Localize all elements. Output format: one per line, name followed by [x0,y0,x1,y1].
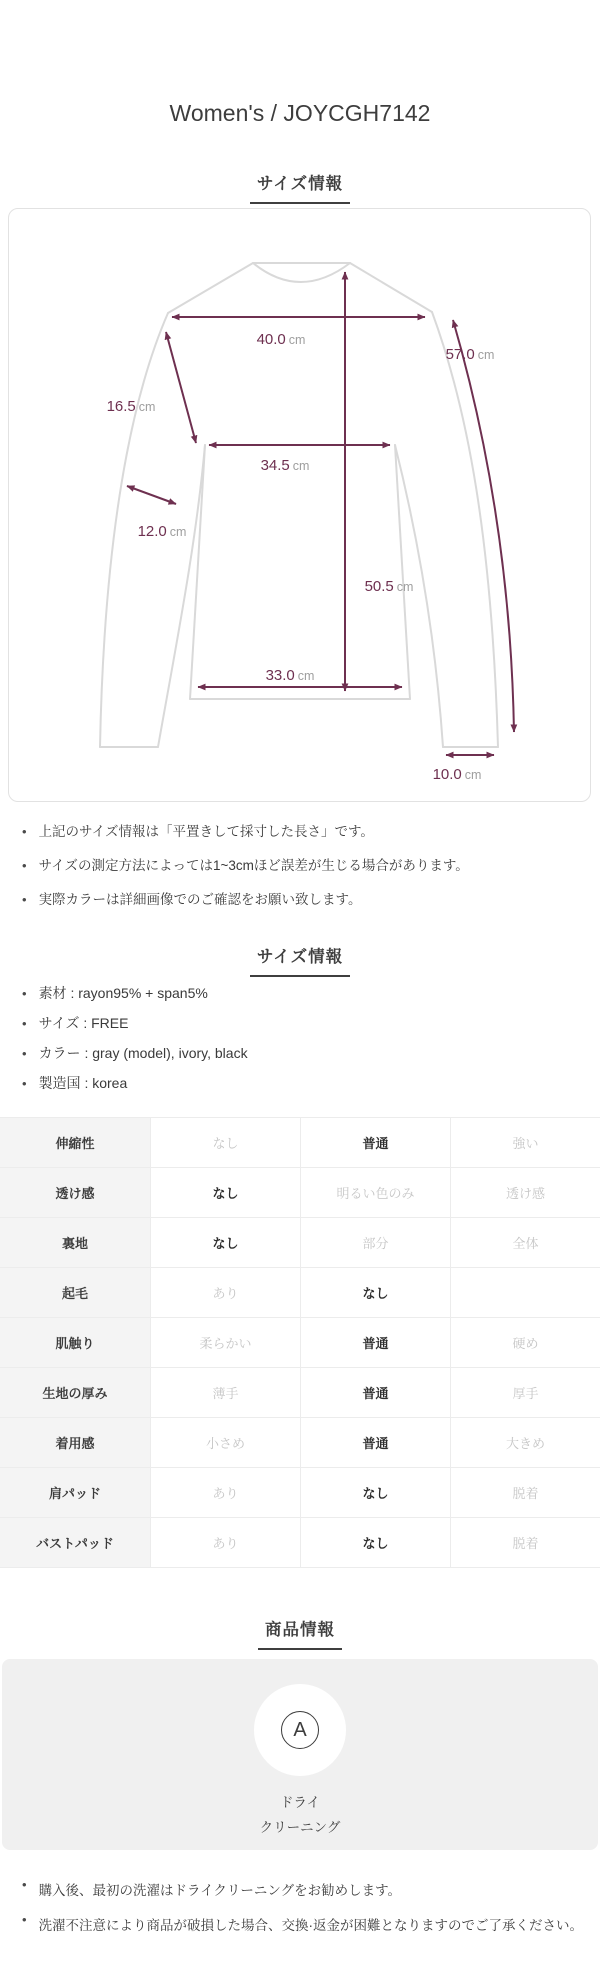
section-header-label: サイズ情報 [250,170,350,204]
option-cell: なし [150,1218,300,1268]
option-cell: 硬め [450,1318,600,1368]
measurement-label-cuff-width: 10.0 cm [432,766,482,783]
list-item: • カラー : gray (model), ivory, black [22,1045,248,1061]
option-cell: 脱着 [450,1518,600,1568]
size-spec-table [0,1117,600,1568]
option-cell: 普通 [300,1118,450,1168]
bullet-icon: • [22,858,27,873]
size-diagram-notes [22,822,588,924]
care-caption-line: クリーニング [259,1820,341,1835]
option-cell: 普通 [300,1418,450,1468]
row-label: 肩パッド [0,1468,150,1518]
option-cell: 普通 [300,1368,450,1418]
option-cell: なし [300,1468,450,1518]
option-cell: なし [300,1518,450,1568]
care-caption-line: ドライ [279,1795,321,1810]
dry-cleaning-icon [254,1684,346,1776]
option-cell: 大きめ [450,1418,600,1468]
note-item: • 実際カラーは詳細画像でのご確認をお願い致します。 [22,892,362,907]
row-label: 肌触り [0,1318,150,1368]
bullet-icon: • [22,824,27,839]
bullet-icon: • [22,1046,27,1061]
option-cell: なし [300,1268,450,1318]
row-label: 透け感 [0,1168,150,1218]
row-label: 裏地 [0,1218,150,1268]
row-label: 伸縮性 [0,1118,150,1168]
note-item: • 洗濯不注意により商品が破損した場合、交換·返金が困難となりますのでご了承ください。 [22,1910,588,1942]
option-cell: 明るい色のみ [300,1168,450,1218]
measurement-label-armhole: 16.5 cm [106,398,156,415]
bullet-icon: • [22,1016,27,1031]
option-cell: 普通 [300,1318,450,1368]
size-diagram-section-header [0,170,600,204]
note-item: • 購入後、最初の洗濯はドライクリーニングをお勧めします。 [22,1875,588,1907]
option-cell: あり [150,1268,300,1318]
option-cell: 脱着 [450,1468,600,1518]
size-info-section-header [0,943,600,977]
option-cell: あり [150,1468,300,1518]
list-item: • 素材 : rayon95% + span5% [22,985,208,1001]
section-header-label: サイズ情報 [250,943,350,977]
row-label: バストパッド [0,1518,150,1568]
measurement-label-sleeve-width: 12.0 cm [137,523,187,540]
option-cell: 柔らかい [150,1318,300,1368]
measurement-label-hem-width: 33.0 cm [265,667,315,684]
option-cell: なし [150,1118,300,1168]
bullet-icon: • [22,892,27,907]
bullet-icon: • [22,1076,27,1091]
list-item: • 製造国 : korea [22,1075,128,1091]
bullet-icon: • [22,1877,27,1892]
measurement-label-total-length: 50.5 cm [364,578,414,595]
option-cell: 全体 [450,1218,600,1268]
bullet-icon: • [22,986,27,1001]
note-item: • サイズの測定方法によっては1~3cmほど誤差が生じる場合があります。 [22,858,469,873]
measurement-label-shoulder-width: 40.0 cm [256,331,306,348]
option-cell [450,1268,600,1318]
product-info-section-header [0,1616,600,1650]
care-symbol-letter: A [281,1711,319,1749]
option-cell: 厚手 [450,1368,600,1418]
option-cell: なし [150,1168,300,1218]
measurement-label-sleeve-length: 57.0 cm [445,346,495,363]
page-title: Women's / JOYCGH7142 [169,100,431,126]
note-item: • 上記のサイズ情報は「平置きして採寸した長さ」です。 [22,824,374,839]
section-header-label: 商品情報 [258,1616,342,1650]
size-diagram-box [8,208,591,802]
option-cell: 薄手 [150,1368,300,1418]
row-label: 着用感 [0,1418,150,1468]
list-item: • サイズ : FREE [22,1015,129,1031]
option-cell: 強い [450,1118,600,1168]
bullet-icon: • [22,1912,27,1927]
row-label: 生地の厚み [0,1368,150,1418]
row-label: 起毛 [0,1268,150,1318]
option-cell: あり [150,1518,300,1568]
option-cell: 部分 [300,1218,450,1268]
product-info-notes [22,1875,588,1945]
measurement-label-bust-width: 34.5 cm [260,457,310,474]
care-symbol-caption [0,1790,600,1840]
option-cell: 小さめ [150,1418,300,1468]
size-info-list [22,984,588,1104]
option-cell: 透け感 [450,1168,600,1218]
